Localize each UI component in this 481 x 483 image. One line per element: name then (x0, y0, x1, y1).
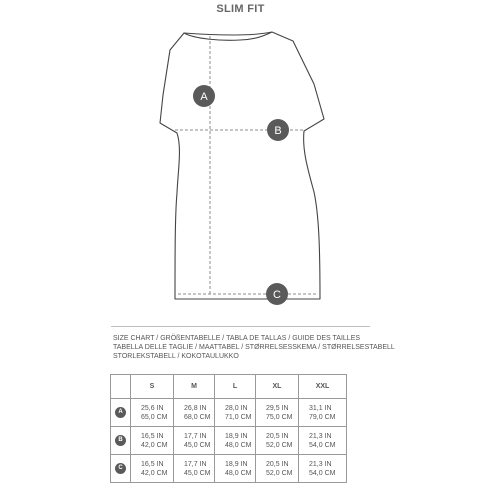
size-col-header: XXL (299, 375, 347, 399)
size-col-header: L (215, 375, 256, 399)
value-in: 16,5 IN (141, 432, 164, 440)
value-cell (299, 455, 347, 483)
row-marker-c: C (115, 463, 126, 474)
value-cell (131, 455, 174, 483)
table-row (111, 399, 347, 427)
value-in: 26,8 IN (184, 404, 207, 412)
value-cell (299, 399, 347, 427)
value-cm: 71,0 CM (225, 413, 252, 421)
value-in: 31,1 IN (309, 404, 332, 412)
value-cm: 48,0 CM (225, 469, 252, 477)
value-in: 17,7 IN (184, 432, 207, 440)
value-cm: 65,0 CM (141, 413, 168, 421)
size-col-header (111, 375, 131, 399)
row-label-cell (111, 399, 131, 427)
value-cell (131, 427, 174, 455)
value-cm: 79,0 CM (309, 413, 336, 421)
row-marker-a: A (115, 407, 126, 418)
value-cm: 68,0 CM (184, 413, 211, 421)
marker-a-label: A (200, 91, 208, 103)
row-label-cell (111, 455, 131, 483)
value-in: 20,5 IN (266, 460, 289, 468)
value-cell (174, 455, 215, 483)
value-in: 18,9 IN (225, 460, 248, 468)
marker-b (267, 119, 289, 141)
value-cell (215, 427, 256, 455)
divider-top (111, 326, 370, 327)
value-in: 21,3 IN (309, 460, 332, 468)
page-title: SLIM FIT (216, 3, 265, 15)
table-row (111, 427, 347, 455)
size-chart-title (113, 334, 395, 361)
value-cell (215, 399, 256, 427)
value-cm: 42,0 CM (141, 441, 168, 449)
row-label-cell (111, 427, 131, 455)
tshirt-outline (160, 32, 324, 299)
value-cm: 45,0 CM (184, 441, 211, 449)
size-chart-title-line: SIZE CHART / GRÖßENTABELLE / TABLA DE TALLAS / GUIDE DES TAILLES (113, 335, 361, 342)
value-cell (256, 427, 299, 455)
marker-b-label: B (274, 125, 282, 137)
value-cell (174, 427, 215, 455)
row-marker-b: B (115, 435, 126, 446)
value-cell (131, 399, 174, 427)
size-table (110, 374, 347, 483)
value-cm: 54,0 CM (309, 441, 336, 449)
marker-c-label: C (273, 289, 281, 301)
table-row (111, 455, 347, 483)
size-table-header (111, 375, 347, 399)
value-in: 16,5 IN (141, 460, 164, 468)
marker-c (266, 283, 288, 305)
value-in: 18,9 IN (225, 432, 248, 440)
value-cm: 54,0 CM (309, 469, 336, 477)
value-in: 17,7 IN (184, 460, 207, 468)
value-cm: 48,0 CM (225, 441, 252, 449)
size-col-header: XL (256, 375, 299, 399)
size-col-header: M (174, 375, 215, 399)
value-cm: 45,0 CM (184, 469, 211, 477)
size-chart-title-line: STORLEKSTABELL / KOKOTAULUKKO (113, 353, 239, 360)
value-in: 29,5 IN (266, 404, 289, 412)
value-cell (299, 427, 347, 455)
value-cm: 52,0 CM (266, 441, 293, 449)
marker-a (193, 85, 215, 107)
size-chart-title-line: TABELLA DELLE TAGLIE / MAATTABEL / STØRRELSESSKEMA / STØRRELSESTABELL (113, 344, 395, 351)
value-in: 20,5 IN (266, 432, 289, 440)
value-in: 28,0 IN (225, 404, 248, 412)
value-cm: 42,0 CM (141, 469, 168, 477)
value-cell (215, 455, 256, 483)
value-cell (256, 455, 299, 483)
size-col-header: S (131, 375, 174, 399)
tshirt-collar (184, 32, 272, 35)
value-cm: 52,0 CM (266, 469, 293, 477)
value-cell (256, 399, 299, 427)
value-in: 25,6 IN (141, 404, 164, 412)
value-cm: 75,0 CM (266, 413, 293, 421)
value-cell (174, 399, 215, 427)
value-in: 21,3 IN (309, 432, 332, 440)
